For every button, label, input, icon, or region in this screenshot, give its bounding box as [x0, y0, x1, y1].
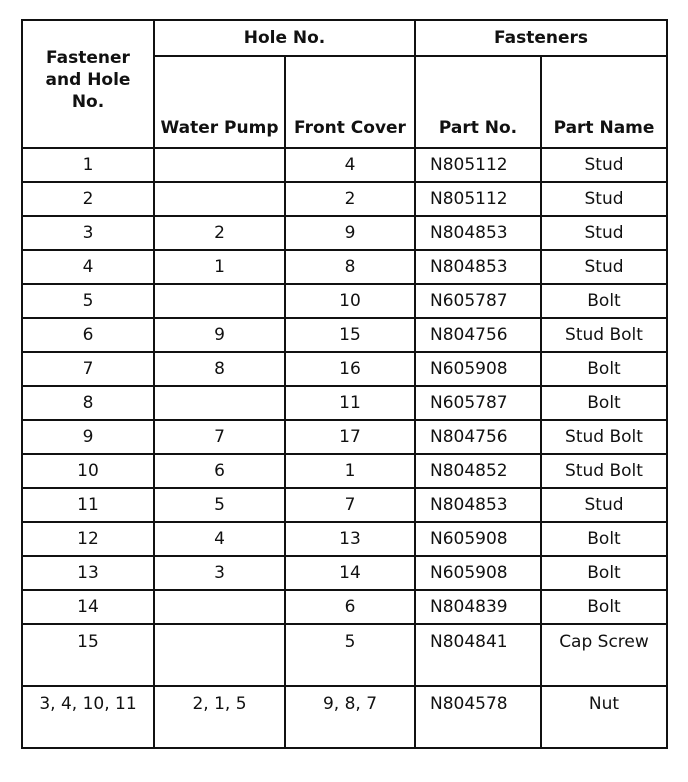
- cell-water-pump: [154, 284, 285, 318]
- cell-part-name: Stud: [541, 182, 667, 216]
- cell-front-cover: 17: [285, 420, 415, 454]
- table-row: [22, 250, 667, 284]
- cell-front-cover: 16: [285, 352, 415, 386]
- cell-front-cover: 5: [285, 624, 415, 686]
- table-row: [22, 352, 667, 386]
- table-row: [22, 454, 667, 488]
- cell-water-pump: 5: [154, 488, 285, 522]
- cell-fastener: 10: [22, 454, 154, 488]
- cell-fastener: 14: [22, 590, 154, 624]
- cell-part-name: Stud: [541, 148, 667, 182]
- header-front-cover: Front Cover: [285, 56, 415, 148]
- cell-part-no: N804852: [415, 454, 541, 488]
- header-part-name: Part Name: [541, 56, 667, 148]
- cell-fastener: 3, 4, 10, 11: [22, 686, 154, 748]
- table-row: [22, 148, 667, 182]
- cell-part-name: Stud Bolt: [541, 454, 667, 488]
- cell-front-cover: 1: [285, 454, 415, 488]
- cell-part-name: Cap Screw: [541, 624, 667, 686]
- cell-fastener: 11: [22, 488, 154, 522]
- table-row: [22, 590, 667, 624]
- cell-part-name: Bolt: [541, 284, 667, 318]
- cell-fastener: 3: [22, 216, 154, 250]
- cell-part-no: N804756: [415, 318, 541, 352]
- cell-part-no: N605908: [415, 556, 541, 590]
- table-row: [22, 686, 667, 748]
- cell-part-no: N805112: [415, 148, 541, 182]
- cell-part-name: Nut: [541, 686, 667, 748]
- cell-front-cover: 2: [285, 182, 415, 216]
- table-row: [22, 488, 667, 522]
- cell-water-pump: 6: [154, 454, 285, 488]
- cell-fastener: 5: [22, 284, 154, 318]
- cell-part-no: N605787: [415, 284, 541, 318]
- table-row: [22, 386, 667, 420]
- header-part-no: Part No.: [415, 56, 541, 148]
- table-row: [22, 556, 667, 590]
- cell-water-pump: [154, 590, 285, 624]
- cell-part-no: N804578: [415, 686, 541, 748]
- cell-front-cover: 14: [285, 556, 415, 590]
- cell-front-cover: 9: [285, 216, 415, 250]
- cell-water-pump: 1: [154, 250, 285, 284]
- cell-front-cover: 11: [285, 386, 415, 420]
- cell-water-pump: 4: [154, 522, 285, 556]
- table-row: [22, 182, 667, 216]
- table-row: [22, 420, 667, 454]
- cell-front-cover: 15: [285, 318, 415, 352]
- cell-water-pump: [154, 624, 285, 686]
- cell-part-name: Stud: [541, 250, 667, 284]
- cell-front-cover: 4: [285, 148, 415, 182]
- fastener-table: [21, 19, 668, 749]
- cell-fastener: 12: [22, 522, 154, 556]
- cell-water-pump: 3: [154, 556, 285, 590]
- cell-part-no: N805112: [415, 182, 541, 216]
- cell-water-pump: 2: [154, 216, 285, 250]
- cell-fastener: 8: [22, 386, 154, 420]
- cell-part-no: N804853: [415, 216, 541, 250]
- cell-water-pump: 2, 1, 5: [154, 686, 285, 748]
- cell-part-name: Stud Bolt: [541, 420, 667, 454]
- cell-front-cover: 7: [285, 488, 415, 522]
- cell-part-name: Stud: [541, 216, 667, 250]
- cell-part-no: N804841: [415, 624, 541, 686]
- cell-part-no: N605787: [415, 386, 541, 420]
- cell-front-cover: 9, 8, 7: [285, 686, 415, 748]
- cell-part-no: N605908: [415, 352, 541, 386]
- cell-fastener: 9: [22, 420, 154, 454]
- cell-part-name: Bolt: [541, 556, 667, 590]
- table-row: [22, 522, 667, 556]
- cell-part-no: N804853: [415, 488, 541, 522]
- cell-fastener: 15: [22, 624, 154, 686]
- cell-part-name: Bolt: [541, 386, 667, 420]
- cell-fastener: 7: [22, 352, 154, 386]
- cell-water-pump: [154, 182, 285, 216]
- cell-part-no: N804853: [415, 250, 541, 284]
- table-row: [22, 318, 667, 352]
- cell-part-name: Bolt: [541, 522, 667, 556]
- header-fasteners: Fasteners: [415, 20, 667, 56]
- table-row: [22, 216, 667, 250]
- table-body: [22, 148, 667, 748]
- cell-fastener: 13: [22, 556, 154, 590]
- cell-water-pump: 7: [154, 420, 285, 454]
- cell-fastener: 1: [22, 148, 154, 182]
- cell-part-no: N804839: [415, 590, 541, 624]
- cell-front-cover: 13: [285, 522, 415, 556]
- cell-part-no: N605908: [415, 522, 541, 556]
- header-fastener-and-hole: Fastener and Hole No.: [22, 20, 154, 148]
- cell-part-no: N804756: [415, 420, 541, 454]
- header-hole-no: Hole No.: [154, 20, 415, 56]
- cell-fastener: 4: [22, 250, 154, 284]
- cell-front-cover: 8: [285, 250, 415, 284]
- cell-water-pump: [154, 386, 285, 420]
- cell-part-name: Bolt: [541, 590, 667, 624]
- cell-water-pump: 9: [154, 318, 285, 352]
- header-water-pump: Water Pump: [154, 56, 285, 148]
- table-row: [22, 624, 667, 686]
- cell-water-pump: [154, 148, 285, 182]
- cell-part-name: Bolt: [541, 352, 667, 386]
- cell-water-pump: 8: [154, 352, 285, 386]
- table-row: [22, 284, 667, 318]
- cell-front-cover: 6: [285, 590, 415, 624]
- cell-part-name: Stud: [541, 488, 667, 522]
- cell-fastener: 2: [22, 182, 154, 216]
- cell-fastener: 6: [22, 318, 154, 352]
- cell-front-cover: 10: [285, 284, 415, 318]
- cell-part-name: Stud Bolt: [541, 318, 667, 352]
